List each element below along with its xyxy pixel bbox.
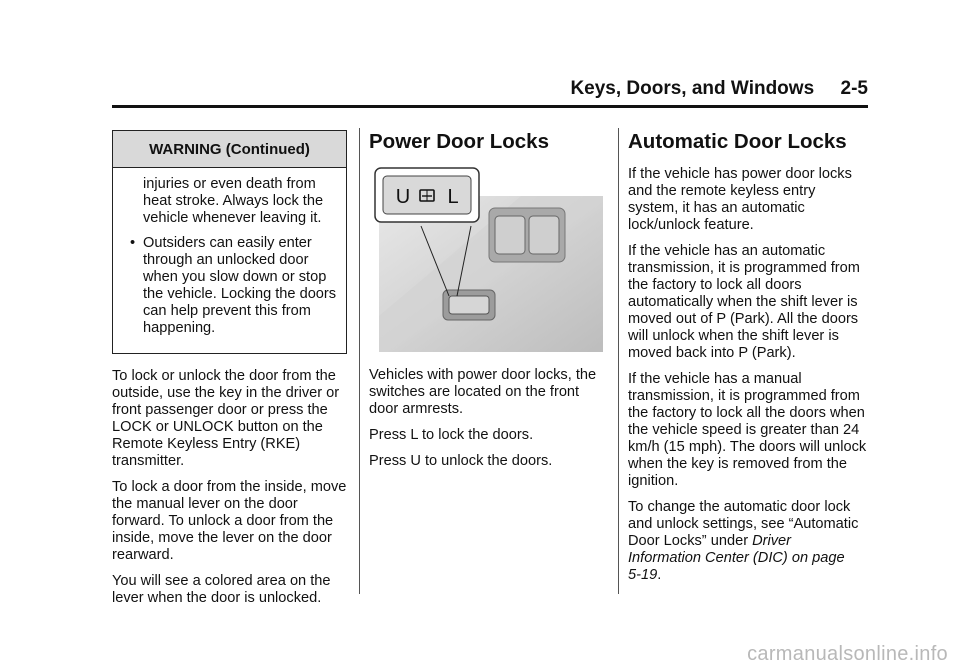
warning-box <box>112 130 347 354</box>
warning-continued-text: injuries or even death from heat stroke. Always lock the vehicle whenever leaving it. <box>143 176 324 226</box>
bullet-icon: • <box>130 235 136 251</box>
paragraph: Vehicles with power door locks, the switches are located on the front door armrests. <box>369 367 597 417</box>
cross-reference-link[interactable]: Driver Information Center (DIC) on page 5‑19 <box>628 533 845 583</box>
paragraph: If the vehicle has an automatic transmission, it is programmed from the factory to lock all doors automatically when the shift lever is moved out of P (Park). All the doors will unlock when the shift lever is moved back into P (Park). <box>628 243 860 361</box>
column-left <box>112 130 348 616</box>
unlock-label: U <box>395 186 411 208</box>
warning-heading: WARNING (Continued) <box>113 131 346 168</box>
door-lock-switch-illustration <box>371 166 603 352</box>
header-rule <box>112 105 868 108</box>
paragraph: If the vehicle has power door locks and the remote keyless entry system, it has an automatic lock/unlock feature. <box>628 166 852 233</box>
paragraph: To lock or unlock the door from the outside, use the key in the driver or front passenger door or press the LOCK or UNLOCK button on the Remote Keyless Entry (RKE) transmitter. <box>112 368 340 469</box>
warning-body <box>113 168 346 353</box>
warning-bullet <box>130 235 340 337</box>
column-divider <box>618 128 619 594</box>
paragraph: To lock a door from the inside, move the manual lever on the door forward. To unlock a door from the inside, move the lever on the door rearward. <box>112 479 347 563</box>
section-heading-automatic-door-locks: Automatic Door Locks <box>628 130 847 153</box>
window-switch-icon <box>495 216 525 254</box>
column-middle <box>369 130 605 479</box>
window-switch-icon <box>529 216 559 254</box>
paragraph-text: To change the automatic door lock and unlock settings, see “Automatic Door Locks” under <box>628 499 859 549</box>
lock-label: L <box>447 186 459 208</box>
paragraph: Press U to unlock the doors. <box>369 453 553 469</box>
page-header <box>112 78 868 102</box>
warning-bullet-text: Outsiders can easily enter through an unlocked door when you slow down or stop the vehicle. Locking the doors can help prevent this from happening. <box>143 235 337 336</box>
paragraph <box>628 499 868 584</box>
paragraph: Press L to lock the doors. <box>369 427 534 443</box>
page-title: Keys, Doors, and Windows 2-5 <box>570 78 868 99</box>
paragraph: You will see a colored area on the lever when the door is unlocked. <box>112 573 331 606</box>
watermark: carmanualsonline.info <box>747 643 948 665</box>
paragraph-end: . <box>657 567 662 583</box>
paragraph: If the vehicle has a manual transmission, it is programmed from the factory to lock all the doors when the vehicle speed is greater than 24 km/h (15 mph). The doors will unlock when the key is removed from the ignition. <box>628 371 867 489</box>
section-heading-power-door-locks: Power Door Locks <box>369 130 549 153</box>
column-right <box>628 130 868 593</box>
column-divider <box>359 128 360 594</box>
